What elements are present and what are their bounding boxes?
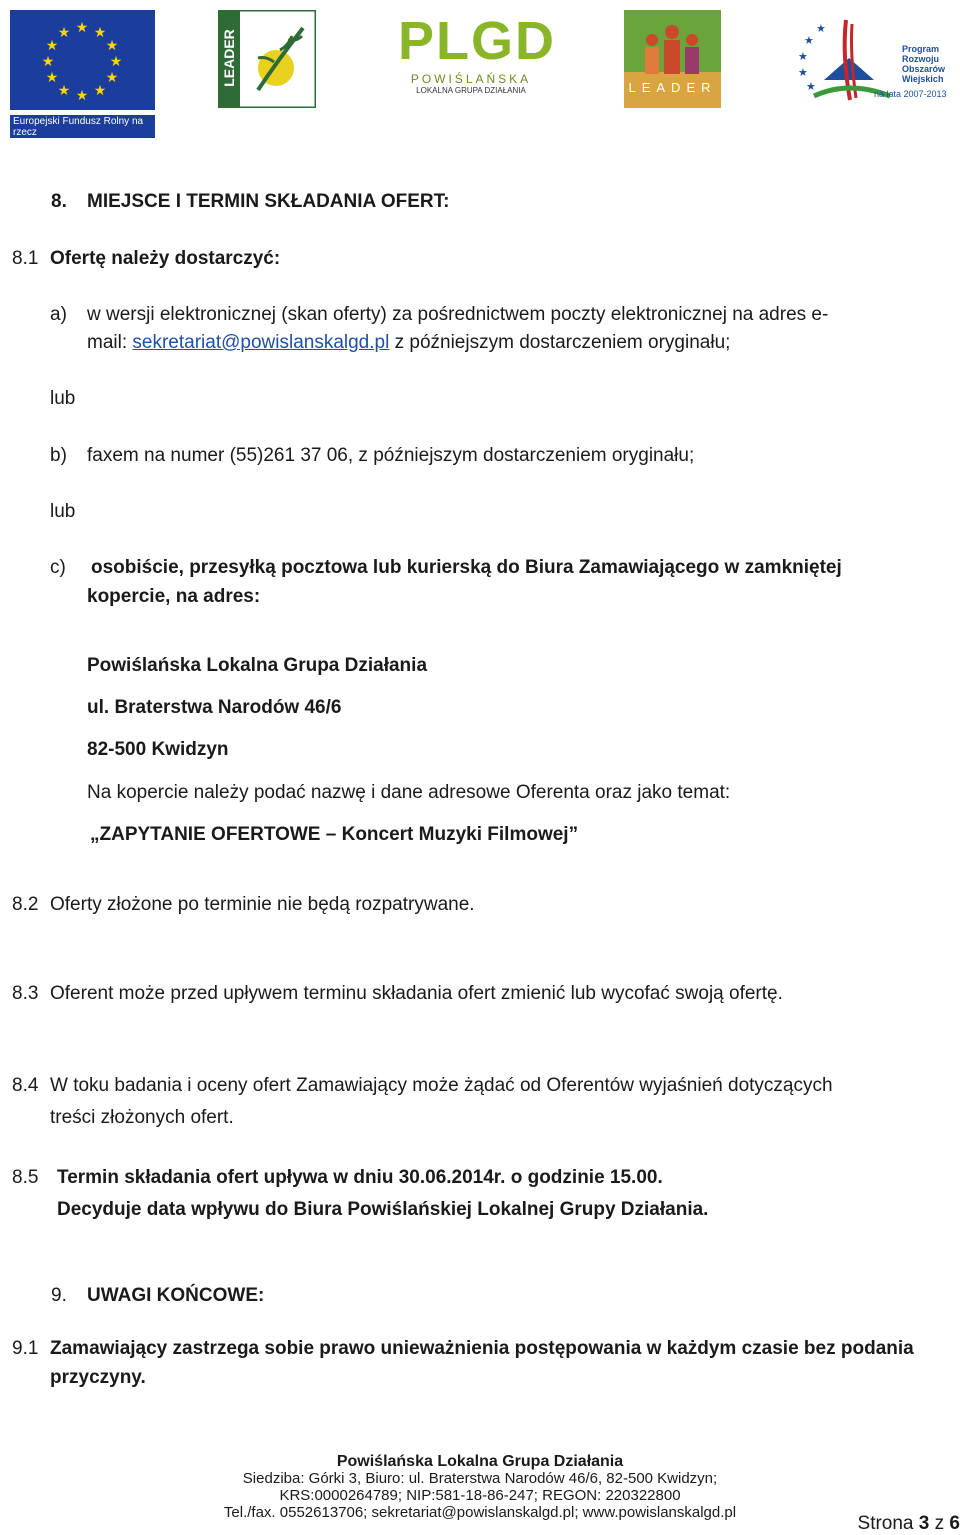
plgd-caption-2: LOKALNA GRUPA DZIAŁANIA — [416, 86, 526, 95]
svg-text:★: ★ — [816, 22, 826, 35]
section-8-4-number: 8.4 — [12, 1075, 39, 1096]
svg-text:★: ★ — [806, 80, 816, 93]
eu-caption: Europejski Fundusz Rolny na rzecz Rozwoju Obszarów Wiejskich — [10, 115, 155, 138]
address-line-2: ul. Braterstwa Narodów 46/6 — [87, 697, 342, 718]
item-a-letter: a) — [50, 304, 67, 325]
svg-text:★: ★ — [57, 25, 71, 41]
svg-text:★: ★ — [45, 38, 59, 54]
section-8-2-number: 8.2 — [12, 894, 39, 915]
section-8-5-line-1: Termin składania ofert upływa w dniu 30.06.2014r. o godzinie 15.00. — [57, 1167, 663, 1188]
item-c-letter: c) — [50, 557, 66, 578]
svg-text:★: ★ — [798, 50, 808, 63]
item-c-line-2: kopercie, na adres: — [87, 586, 261, 607]
svg-text:★: ★ — [75, 20, 89, 36]
section-8-number: 8. — [51, 191, 67, 212]
section-9-1-line-1: Zamawiający zastrzega sobie prawo unieważnienia postępowania w każdym czasie bez podania — [50, 1338, 914, 1359]
or-separator-1: lub — [50, 388, 76, 409]
item-a-line-2: mail: sekretariat@powislanskalgd.pl z późniejszym dostarczeniem oryginału; — [87, 332, 731, 353]
section-8-4-line-2: treści złożonych ofert. — [50, 1107, 234, 1128]
svg-text:★: ★ — [105, 38, 119, 54]
leader-people-text: LEADER — [628, 80, 717, 95]
prow-logo — [794, 10, 947, 110]
item-b-letter: b) — [50, 445, 67, 466]
svg-text:★: ★ — [75, 88, 89, 104]
email-link[interactable]: sekretariat@powislanskalgd.pl — [132, 332, 390, 353]
section-9-1-number: 9.1 — [12, 1338, 39, 1359]
svg-text:★: ★ — [41, 54, 55, 70]
leader-logo — [218, 10, 316, 108]
address-line-1: Powiślańska Lokalna Grupa Działania — [87, 655, 428, 676]
svg-text:★: ★ — [109, 54, 123, 70]
section-9-title: UWAGI KOŃCOWE: — [87, 1285, 265, 1306]
prow-text: Program Rozwoju Obszarów Wiejskich — [902, 44, 946, 84]
or-separator-2: lub — [50, 501, 76, 522]
plgd-caption-1: POWIŚLAŃSKA — [410, 72, 532, 86]
svg-text:★: ★ — [105, 70, 119, 86]
eu-flag-icon — [10, 10, 155, 110]
item-c-line-1: osobiście, przesyłką pocztowa lub kurierską do Biura Zamawiającego w zamkniętej — [91, 557, 842, 578]
section-8-1-number: 8.1 — [12, 248, 39, 269]
address-line-3: 82-500 Kwidzyn — [87, 739, 229, 760]
section-8-4-line-1: W toku badania i oceny ofert Zamawiający może żądać od Oferentów wyjaśnień dotyczących — [50, 1075, 833, 1096]
section-8-1-text: Ofertę należy dostarczyć: — [50, 248, 281, 269]
section-8-5-number: 8.5 — [12, 1167, 39, 1188]
svg-text:★: ★ — [45, 70, 59, 86]
section-8-3-text: Oferent może przed upływem terminu składania ofert zmienić lub wycofać swoją ofertę. — [50, 983, 783, 1004]
section-8-5-line-2: Decyduje data wpływu do Biura Powiślańskiej Lokalnej Grupy Działania. — [57, 1199, 709, 1220]
svg-text:★: ★ — [57, 83, 71, 99]
footer — [0, 1453, 960, 1521]
section-9-1-line-2: przyczyny. — [50, 1367, 146, 1388]
footer-contact: Tel./fax. 0552613706; sekretariat@powislanskalgd.pl; www.powislanskalgd.pl — [223, 1504, 737, 1521]
leader-logo-text: LEADER — [221, 29, 237, 87]
page-number: Strona 3 z 6 — [857, 1513, 960, 1534]
svg-text:★: ★ — [798, 66, 808, 79]
section-8-title: MIEJSCE I TERMIN SKŁADANIA OFERT: — [87, 191, 450, 212]
item-a-line-1: w wersji elektronicznej (skan oferty) za pośrednictwem poczty elektronicznej na adres e- — [87, 304, 829, 325]
envelope-instruction: Na kopercie należy podać nazwę i dane adresowe Oferenta oraz jako temat: — [87, 782, 731, 803]
prow-years: na lata 2007-2013 — [874, 89, 947, 99]
svg-text:★: ★ — [93, 83, 107, 99]
leader-people-logo — [624, 10, 721, 108]
envelope-subject: „ZAPYTANIE OFERTOWE – Koncert Muzyki Filmowej” — [90, 824, 579, 845]
svg-text:★: ★ — [804, 34, 814, 47]
eu-logo — [10, 10, 155, 149]
svg-text:★: ★ — [93, 25, 107, 41]
section-8-2-text: Oferty złożone po terminie nie będą rozpatrywane. — [50, 894, 475, 915]
plgd-logo — [398, 10, 557, 102]
footer-address: Siedziba: Górki 3, Biuro: ul. Braterstwa Narodów 46/6, 82-500 Kwidzyn; — [242, 1470, 718, 1487]
item-b-text: faxem na numer (55)261 37 06, z późniejszym dostarczeniem oryginału; — [87, 445, 695, 466]
section-9-number: 9. — [51, 1285, 67, 1306]
footer-registry: KRS:0000264789; NIP:581-18-86-247; REGON: 220322800 — [279, 1487, 681, 1504]
section-8-3-number: 8.3 — [12, 983, 39, 1004]
footer-org-name: Powiślańska Lokalna Grupa Działania — [336, 1453, 624, 1470]
plgd-logo-text: PLGD — [398, 11, 557, 71]
